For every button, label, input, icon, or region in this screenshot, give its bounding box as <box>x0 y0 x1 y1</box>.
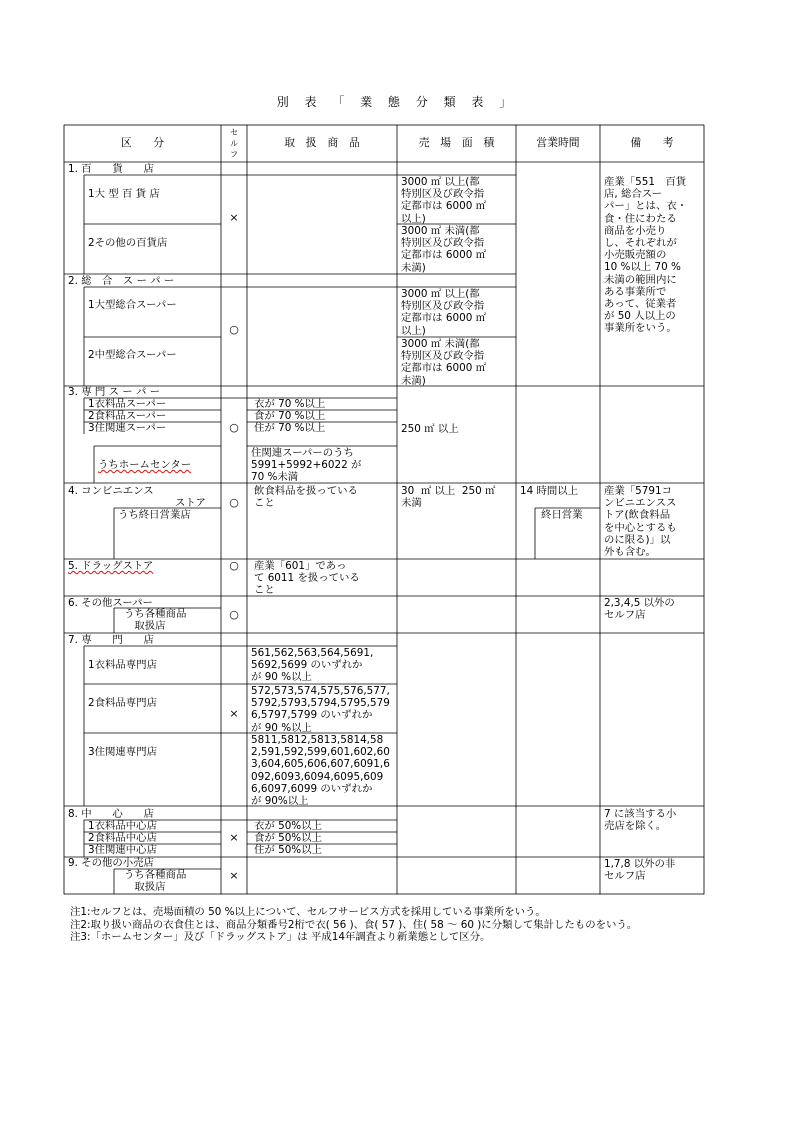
dept-self-mark: × <box>229 211 239 224</box>
gms-area-large: 3000 ㎡ 以上(都 特別区及び政令指 定都市は 6000 ㎡ 以上) <box>401 288 487 337</box>
specialty-food: 2食料品専門店 <box>88 697 157 709</box>
dept-note: 産業「551 百貨 店, 総合スー パー」とは、衣・ 食・住にわたる 商品を小売り し、それぞれが 小売販売額の 10 %以上 70 % 未満の範囲内に ある事業所で あって、従業者 が 50 人以上の 事業所をいう。 <box>604 176 688 335</box>
gms-medium: 2中型総合スーパー <box>88 349 177 361</box>
cvs-hours-sub: 終日営業 <box>541 509 583 521</box>
center-note: 7 に該当する小 売店を除く。 <box>604 808 677 833</box>
specialty-super-self-mark: ○ <box>229 421 239 434</box>
center-goods-housing: 住が 50%以上 <box>254 844 322 856</box>
specialty-super-goods-clothing: 衣が 70 %以上 <box>254 398 326 410</box>
dept-area-large: 3000 ㎡ 以上(都 特別区及び政令指 定都市は 6000 ㎡ 以上) <box>401 176 487 225</box>
footnote-3: 注3:「ホームセンター」及び「ドラッグストア」は 平成14年調査より新業態として区分。 <box>70 931 491 944</box>
home-center-label: うちホームセンター <box>98 459 192 471</box>
center-food: 2食料品中心店 <box>88 832 157 844</box>
center-goods-clothing: 衣が 50%以上 <box>254 820 322 832</box>
drug-self-mark: ○ <box>229 559 239 572</box>
specialty-super-area: 250 ㎡ 以上 <box>401 423 459 435</box>
cvs-label-2: ストア <box>175 497 206 509</box>
center-housing: 3住関連中心店 <box>88 844 157 856</box>
other-super-label: 6. その他スーパー <box>68 597 153 609</box>
specialty-goods-housing: 5811,5812,5813,5814,58 2,591,592,599,601,602,60 3,604,605,606,607,6091,6 092,6093,6094,6095,609 6,6097,6099 のいずれか が 90%以上 <box>251 734 390 808</box>
cvs-hours: 14 時間以上 <box>520 485 579 497</box>
specialty-super-clothing: 1衣料品スーパー <box>88 398 167 410</box>
header-self: セ ル フ <box>230 128 238 159</box>
page-title: 別 表 「 業 態 分 類 表 」 <box>276 95 518 109</box>
dept-label: 1. 百 貨 店 <box>68 163 154 175</box>
other-super-note: 2,3,4,5 以外の セルフ店 <box>604 597 675 622</box>
specialty-housing: 3住関連専門店 <box>88 746 157 758</box>
dept-other: 2その他の百貨店 <box>88 237 168 249</box>
drug-label <box>68 560 153 572</box>
gms-label: 2. 総 合 ス ー パ ー <box>68 275 175 287</box>
drug-label-text: 5. ドラッグストア <box>68 560 154 572</box>
specialty-clothing: 1衣料品専門店 <box>88 659 157 671</box>
gms-self-mark: ○ <box>229 323 239 336</box>
center-label: 8. 中 心 店 <box>68 808 154 820</box>
specialty-super-food: 2食料品スーパー <box>88 410 167 422</box>
other-small-note: 1,7,8 以外の非 セルフ店 <box>604 858 676 883</box>
drug-goods: 産業「601」であっ て 6011 を扱っている こと <box>254 560 360 597</box>
home-center-goods: 住関連スーパーのうち 5991+5992+6022 が 70 %未満 <box>251 447 362 484</box>
header-hours: 営業時間 <box>536 136 580 149</box>
center-goods-food: 食が 50%以上 <box>254 832 322 844</box>
specialty-super-goods-housing: 住が 70 %以上 <box>254 422 326 434</box>
header-notes: 備 考 <box>630 136 674 149</box>
gms-area-medium: 3000 ㎡ 未満(都 特別区及び政令指 定都市は 6000 ㎡ 未満) <box>401 338 487 387</box>
other-super-self-mark: ○ <box>229 608 239 621</box>
specialty-self-mark: × <box>229 707 239 720</box>
cvs-note: 産業「5791コ ンビニエンスス トア(飲食料品 を中心とするも のに限る)」以 外も含む。 <box>604 485 677 559</box>
cvs-self-mark: ○ <box>229 496 239 509</box>
cvs-label: 4. コンビニエンス <box>68 485 154 497</box>
specialty-super-goods-food: 食が 70 %以上 <box>254 410 326 422</box>
other-small-label: 9. その他の小売店 <box>68 857 154 869</box>
specialty-label: 7. 専 門 店 <box>68 634 154 646</box>
specialty-goods-clothing: 561,562,563,564,5691, 5692,5699 のいずれか が 90 %以上 <box>251 647 374 684</box>
footnote-2: 注2:取り扱い商品の衣食住とは、商品分類番号2桁で衣( 56 )、食( 57 )、住( 58 〜 60 )に分類して集計したものをいう。 <box>70 918 638 931</box>
specialty-super-label: 3. 専 門 ス ー パ ー <box>68 386 161 398</box>
cvs-sub: うち終日営業店 <box>118 509 191 521</box>
dept-area-other: 3000 ㎡ 未満(都 特別区及び政令指 定都市は 6000 ㎡ 未満) <box>401 225 487 274</box>
center-self-mark: × <box>229 831 239 844</box>
footnotes <box>70 906 637 944</box>
header-area: 売 場 面 積 <box>418 136 495 149</box>
other-small-self-mark: × <box>229 869 239 882</box>
other-super-sub: うち各種商品 取扱店 <box>124 608 187 633</box>
gms-large: 1大型総合スーパー <box>88 299 177 311</box>
center-clothing: 1衣料品中心店 <box>88 820 157 832</box>
specialty-goods-food: 572,573,574,575,576,577, 5792,5793,5794,5795,579 6,5797,5799 のいずれか が 90 %以上 <box>251 685 390 734</box>
header-category: 区 分 <box>120 136 165 149</box>
specialty-super-housing: 3住関連スーパー <box>88 422 167 434</box>
cvs-area: 30 ㎡ 以上 250 ㎡ 未満 <box>401 485 496 510</box>
cvs-goods: 飲食料品を扱っている こと <box>254 485 358 510</box>
other-small-sub: うち各種商品 取扱店 <box>124 869 187 894</box>
dept-large: 1大 型 百 貨 店 <box>88 188 160 200</box>
footnote-1: 注1:セルフとは、売場面積の 50 %以上について、セルフサービス方式を採用している事業所をいう。 <box>70 906 546 918</box>
header-goods: 取 扱 商 品 <box>284 136 360 149</box>
